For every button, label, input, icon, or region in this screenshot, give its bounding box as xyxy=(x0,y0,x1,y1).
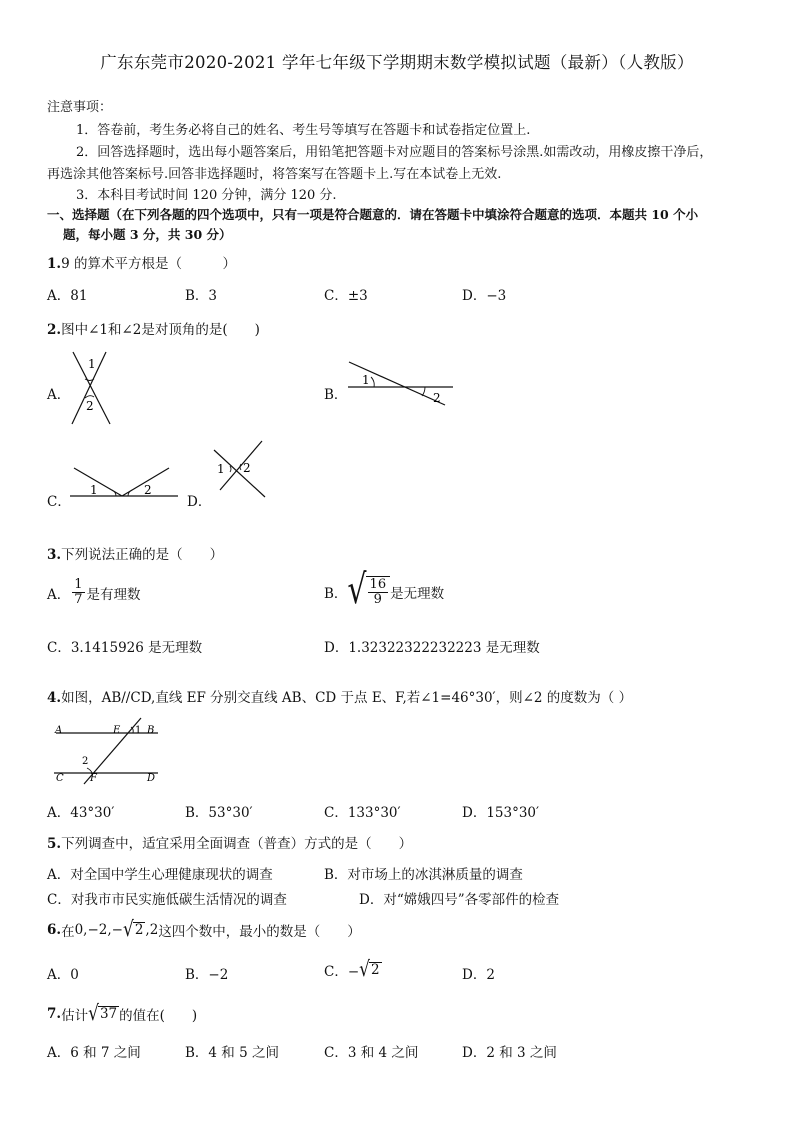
radical-sign: √ xyxy=(347,566,367,614)
notice-item: 2．回答选择题时，选出每小题答案后，用铅笔把答题卡对应题目的答案标号涂黑.如需改动，用橡皮擦干净后， xyxy=(76,145,713,160)
option-a xyxy=(47,578,141,607)
question-text: 的值在( ) xyxy=(119,1008,198,1024)
angle-2-label: 2 xyxy=(144,483,152,497)
question-2 xyxy=(47,318,260,338)
angle-1-label: 1 xyxy=(90,483,98,497)
question-text: 下列说法正确的是（ ） xyxy=(61,547,224,563)
option-d: D．对“嫦娥四号”各零部件的检查 xyxy=(359,892,560,908)
angle-1-label: 1 xyxy=(362,373,370,387)
angle-2-label: 2 xyxy=(433,391,441,405)
option-b xyxy=(324,566,445,614)
fraction-denominator: 7 xyxy=(74,592,83,607)
option-d: D．2 xyxy=(462,967,495,983)
question-1 xyxy=(47,252,236,272)
figure-b xyxy=(343,358,455,410)
radical-sign: √ xyxy=(88,1000,99,1026)
point-b-label: B xyxy=(147,725,155,736)
question-text: 估计 xyxy=(61,1008,89,1024)
radicand: 37 xyxy=(99,1005,118,1022)
option-b: B．−2 xyxy=(185,967,229,983)
option-b: B．3 xyxy=(185,288,218,304)
option-letter: B． xyxy=(324,585,348,602)
notice-item: 1．答卷前，考生务必将自己的姓名、考生号等填写在答题卡和试卷指定位置上. xyxy=(76,123,531,138)
option-d: D．1.32322322232223 是无理数 xyxy=(324,640,540,656)
figure-parallel-lines xyxy=(50,716,162,786)
notice-item: 3．本科目考试时间 120 分钟，满分 120 分. xyxy=(76,188,337,203)
angle-2-label: 2 xyxy=(86,399,94,413)
number-list: 0,−2,− xyxy=(74,922,123,938)
question-text: 在 xyxy=(61,924,75,940)
question-number: 1. xyxy=(47,256,62,272)
option-c xyxy=(324,956,382,982)
option-a: A．0 xyxy=(47,967,79,983)
option-c: C．3 和 4 之间 xyxy=(324,1045,419,1061)
option-text: 是有理数 xyxy=(86,586,141,603)
notice-heading: 注意事项： xyxy=(47,100,113,115)
question-text: 下列调查中，适宜采用全面调查（普查）方式的是（ ） xyxy=(61,836,413,852)
sqrt-expression xyxy=(122,916,145,942)
option-d: D．153°30′ xyxy=(462,805,540,821)
question-text: 如图，AB//CD,直线 EF 分别交直线 AB、CD 于点 E、F,若∠1=46°30′，则∠2 的度数为（ ） xyxy=(61,690,633,706)
figure-c xyxy=(66,462,182,500)
question-text: 图中∠1和∠2是对顶角的是( ) xyxy=(61,322,260,338)
sqrt-expression xyxy=(347,566,390,614)
page-title: 广东东莞市2020-2021 学年七年级下学期期末数学模拟试题（最新）（人教版） xyxy=(100,53,694,72)
radicand: 2 xyxy=(371,961,380,978)
point-c-label: C xyxy=(56,773,64,784)
figure-a-vertical-angles xyxy=(66,348,116,428)
angle-2-label: 2 xyxy=(243,461,251,475)
option-a: A．对全国中学生心理健康现状的调查 xyxy=(47,867,273,883)
question-number: 3. xyxy=(47,547,62,563)
fraction-numerator: 1 xyxy=(74,577,83,592)
question-number: 2. xyxy=(47,322,62,338)
point-a-label: A xyxy=(55,725,63,736)
figure-d xyxy=(208,438,270,500)
section-heading-cont: 题，每小题 3 分，共 30 分） xyxy=(63,227,232,242)
option-b: B．对市场上的冰淇淋质量的调查 xyxy=(324,867,523,883)
angle-2-label: 2 xyxy=(82,756,89,767)
fraction-numerator: 16 xyxy=(369,577,387,592)
option-c-label: C． xyxy=(47,494,71,510)
notice-item: 再选涂其他答案标号.回答非选择题时，将答案写在答题卡上.写在本试卷上无效. xyxy=(47,167,502,182)
point-e-label: E xyxy=(113,725,121,736)
section-heading: 一、选择题（在下列各题的四个选项中，只有一项是符合题意的．请在答题卡中填涂符合题意的选项．本题共 10 个小 xyxy=(47,207,699,222)
sqrt-expression xyxy=(359,956,381,982)
angle-1-label: 1 xyxy=(135,725,142,736)
question-4 xyxy=(47,686,632,706)
radical-sign: √ xyxy=(359,956,370,982)
option-d-label: D． xyxy=(187,494,212,510)
question-text: 这四个数中，最小的数是（ ） xyxy=(158,924,361,940)
option-b-label: B． xyxy=(324,387,348,403)
radical-sign: √ xyxy=(122,916,134,942)
number-list: ,2 xyxy=(145,922,159,938)
option-a-label: A． xyxy=(47,387,71,403)
angle-1-label: 1 xyxy=(217,462,225,476)
option-c: C．133°30′ xyxy=(324,805,401,821)
option-letter: A． xyxy=(47,586,71,603)
fraction-denominator: 9 xyxy=(373,592,382,607)
angle-1-label: 1 xyxy=(88,357,96,371)
option-a: A．6 和 7 之间 xyxy=(47,1045,141,1061)
option-a: A．43°30′ xyxy=(47,805,115,821)
question-7 xyxy=(47,1000,198,1026)
question-number: 6. xyxy=(47,922,62,938)
question-6 xyxy=(47,916,361,942)
option-c: C．±3 xyxy=(324,288,368,304)
option-b: B．53°30′ xyxy=(185,805,253,821)
radicand xyxy=(366,576,391,607)
question-number: 5. xyxy=(47,836,62,852)
point-f-label: F xyxy=(90,773,97,784)
option-text: C．− xyxy=(324,964,360,980)
option-text: 是无理数 xyxy=(390,585,445,602)
option-d: D．2 和 3 之间 xyxy=(462,1045,557,1061)
question-5 xyxy=(47,832,412,852)
fraction xyxy=(72,578,84,607)
radicand: 2 xyxy=(134,921,144,938)
question-3 xyxy=(47,543,223,563)
question-number: 7. xyxy=(47,1006,62,1022)
option-c: C．对我市市民实施低碳生活情况的调查 xyxy=(47,892,287,908)
sqrt-expression xyxy=(88,1000,119,1026)
option-b: B．4 和 5 之间 xyxy=(185,1045,279,1061)
option-d: D．−3 xyxy=(462,288,507,304)
point-d-label: D xyxy=(147,773,156,784)
option-a: A．81 xyxy=(47,288,88,304)
question-text: 9 的算术平方根是（ ） xyxy=(61,256,236,272)
option-c: C．3.1415926 是无理数 xyxy=(47,640,203,656)
question-number: 4. xyxy=(47,690,62,706)
